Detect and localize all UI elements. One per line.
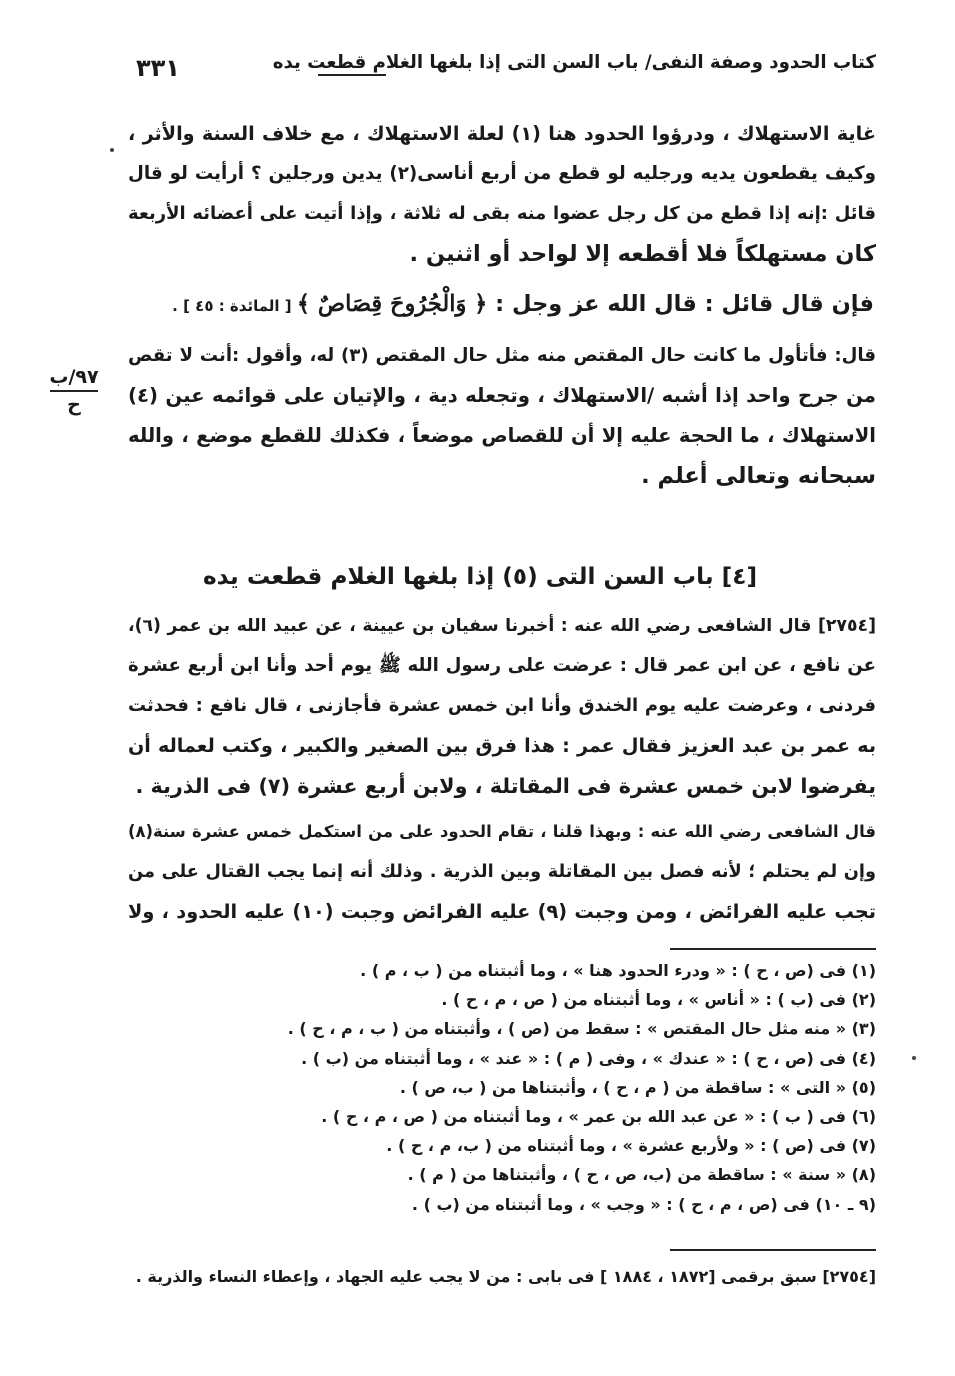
page-number: ٣٣١ [136,54,180,82]
text-line: كان مستهلكاً فلا أقطعه إلا لواحد أو اثنين . [409,241,876,267]
text-line: وكيف يقطعون يديه ورجليه لو قطع من أربع أناسى(٢) يدين ورجلين ؟ أرأيت لو قال [128,163,876,184]
footnote: (٧) فى (ص ) : « ولأربع عشرة » ، وما أثبتناه من ( ب، م ، ح ) . [386,1136,876,1156]
footnote-separator [670,948,876,950]
text-line: قال الشافعى رضي الله عنه : وبهذا قلنا ، تقام الحدود على من استكمل خمس عشرة سنة(٨) [128,822,876,841]
margin-folio-note [44,366,104,416]
paragraph-1 [128,114,876,274]
footnote: (١) فى (ص ، ح ) : « ودرء الحدود هنا » ، وما أثبتناه من ( ب ، م ) . [360,961,876,980]
text-line: غاية الاستهلاك ، ودرؤوا الحدود هنا (١) لعلة الاستهلاك ، مع خلاف السنة والأثر ، [128,122,876,145]
text-line [128,284,876,326]
text-line: تجب عليه الفرائض ، ومن وجبت (٩) عليه الفرائض وجبت (١٠) عليه الحدود ، ولا [128,900,876,923]
text-line: قائل :إنه إذا قطع من كل رجل عضوا منه بقى له ثلاثة ، وإذا أتيت على أعضائه الأربعة [128,203,876,224]
text-line: وإن لم يحتلم ؛ لأنه فصل بين المقاتلة وبين الذرية . وذلك أنه إنما يجب القتال على من [128,862,876,882]
section-title: [٤] باب السن التى (٥) إذا بلغها الغلام قطعت يده [202,563,758,590]
cross-reference: [٢٧٥٤] سبق برقمى [١٨٧٢ ، ١٨٨٤ ] فى بابى : من لا يجب عليه الجهاد ، وإعطاء النساء والذرية . [135,1267,876,1286]
footnote: (٦) فى ( ب ) : « عن عبد الله بن عمر » ، وما أثبتناه من ( ص ، م ، ح ) . [321,1107,876,1127]
footnote: (٩ ـ ١٠) فى (ص ، م ، ح ) : « وجب » ، وما أثبتناه من (ب ) . [411,1194,876,1214]
footnotes [128,956,876,1219]
running-header-title: كتاب الحدود وصفة النفى/ باب السن التى إذا بلغها الغلام قطعت يده [272,52,876,73]
cross-reference-separator [670,1249,876,1251]
paragraph-5 [128,812,876,932]
manuscript-siglum: ح [67,394,81,416]
text-line: [٢٧٥٤] قال الشافعى رضي الله عنه : أخبرنا سفيان بن عيينة ، عن عبيد الله بن عمر (٦)، [128,616,876,636]
running-header [128,52,876,92]
footnote: (٣) « منه مثل حال المقتص » : سقط من (ص ) ، وأثبتناه من ( ب ، م ، ح ) . [287,1019,876,1039]
paragraph-2 [128,284,876,326]
paragraph-4 [128,606,876,806]
text-line: سبحانه وتعالى أعلم . [641,463,876,489]
text-line: قال: فأتأول ما كانت حال المقتص منه مثل حال المقتص (٣) له، وأقول :أنت لا تقص [128,345,877,366]
text-line: عن نافع ، عن ابن عمر قال : عرضت على رسول الله ﷺ يوم أحد وأنا ابن أربع عشرة [128,655,876,676]
footnote: (٤) فى (ص ، ح ) : « عندك » ، وفى ( م ) : « عند » ، وما أثبتناه من (ب ) . [301,1048,876,1068]
text-line: من جرح واحد إذا أشبه /الاستهلاك ، وتجعله دية ، والإتيان على قوائمه عين (٤) [128,384,876,407]
verse-citation: [ المائدة : ٤٥ ] . [172,297,297,315]
text-line: الاستهلاك ، ما الحجة عليه إلا أن للقصاص موضعاً ، فكذلك للقطع موضع ، والله [128,424,876,447]
footnote: (٥) « التى » : ساقطة من ( م ، ح ) ، وأثبتناها من ( ب، ص ) . [399,1077,876,1097]
footnote: (٨) « سنة » : ساقطة من (ب، ص ، ح ) ، وأثبتناها من ( م ) . [407,1165,876,1185]
footnote: (٢) فى (ب ) : « أناس » ، وما أثبتناه من ( ص ، م ، ح ) . [441,990,876,1010]
quran-verse: ﴿ وَالْجُرُوحَ قِصَاصٌ ﴾ [296,291,488,317]
paragraph-3 [128,336,876,496]
scan-speck [912,1056,916,1060]
scan-speck [110,148,114,152]
header-rule [318,74,386,76]
text-line: به عمر بن عبد العزيز فقال عمر : هذا فرق بين الصغير والكبير ، وكتب لعماله أن [128,734,876,757]
folio-rule [50,390,98,392]
text-line: يفرضوا لابن خمس عشرة فى المقاتلة ، ولابن أربع عشرة (٧) فى الذرية . [135,774,876,798]
verse-intro: فإن قال قائل : قال الله عز وجل : [487,291,874,317]
text-line: فردنى ، وعرضت عليه يوم الخندق وأنا ابن خمس عشرة فأجازنى ، قال نافع : فحدثت [128,695,876,716]
folio-number: ٩٧/ب [49,366,99,388]
